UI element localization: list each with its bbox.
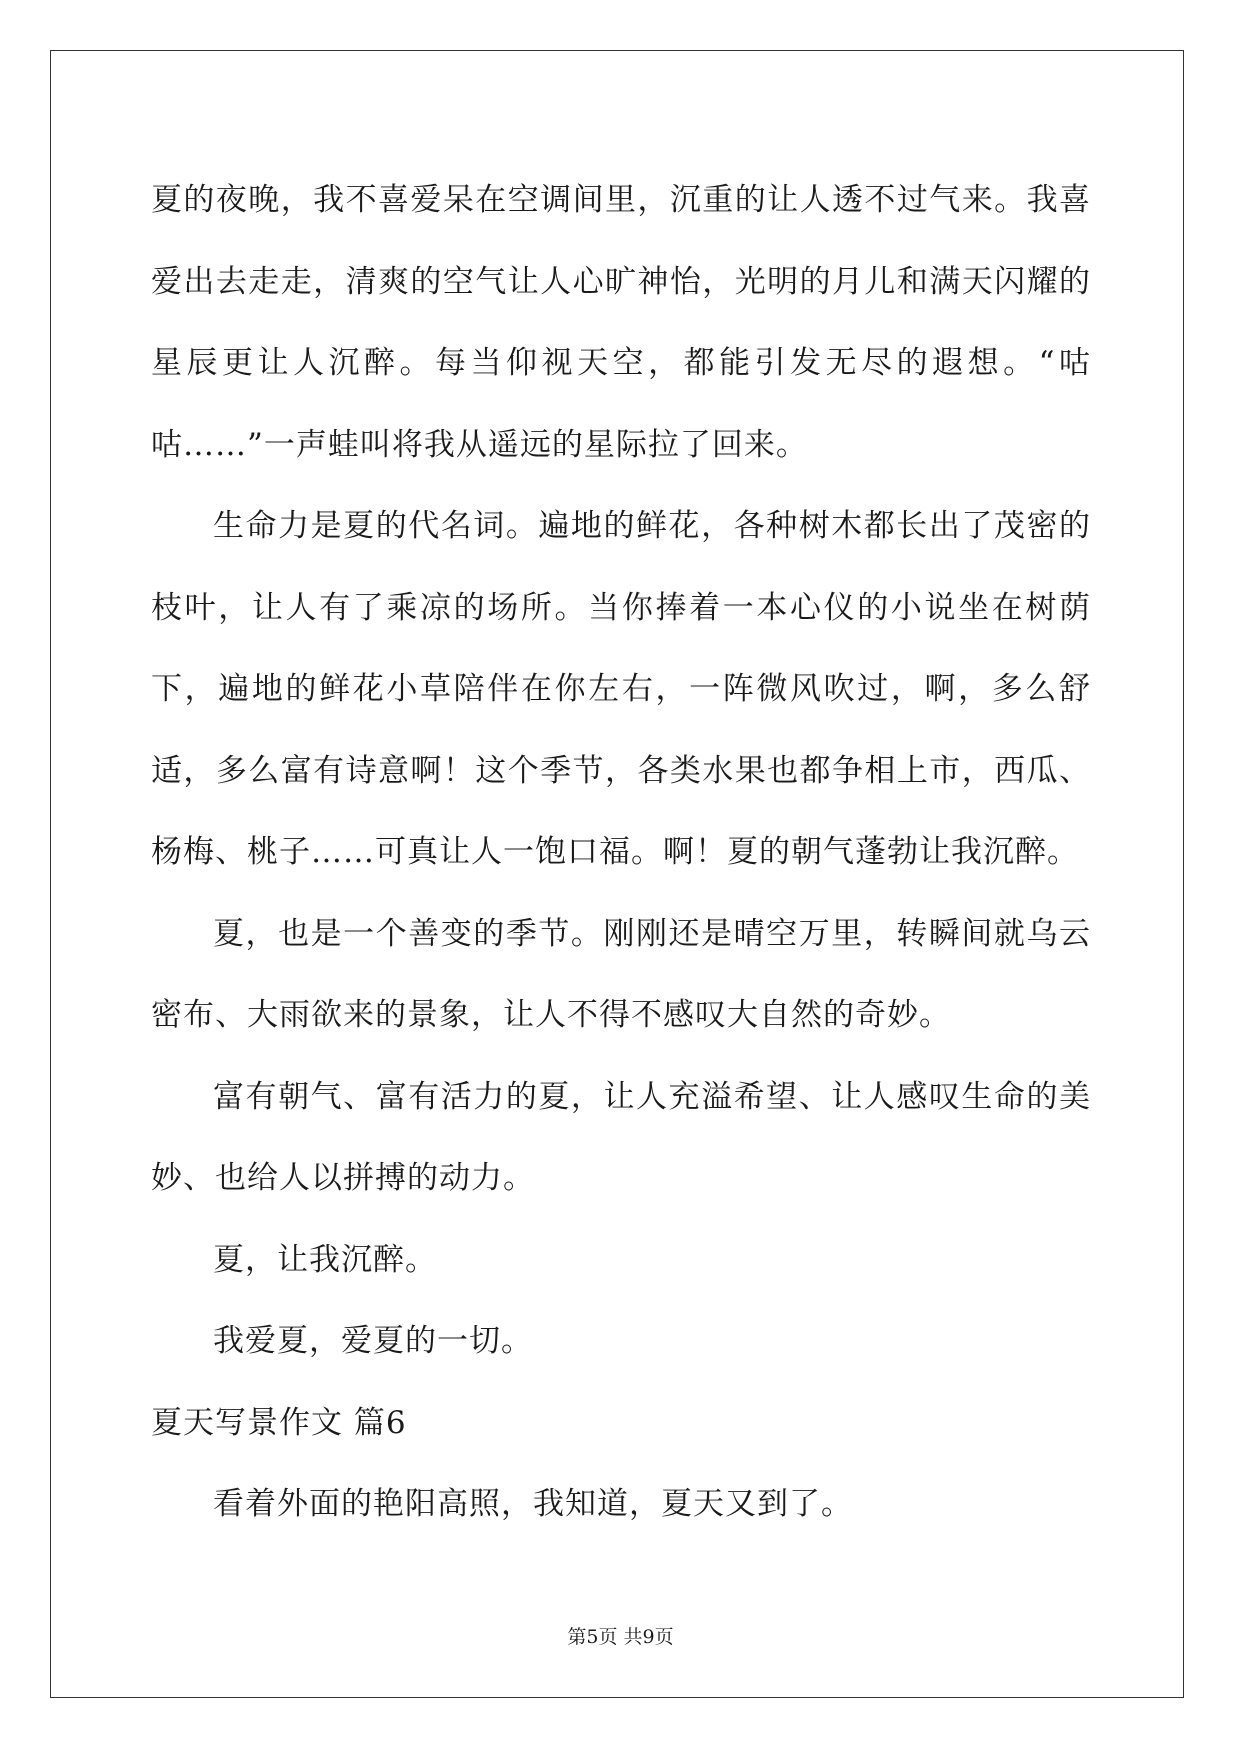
page-number-footer: 第5页 共9页 <box>567 1626 674 1648</box>
paragraph-summer-night: 夏的夜晚，我不喜爱呆在空调间里，沉重的让人透不过气来。我喜爱出去走走，清爽的空气让人心旷神怡，光明的月儿和满天闪耀的星辰更让人沉醉。每当仰视天空，都能引发无尽的遐想。“咕咕……”一声蛙叫将我从遥远的星际拉了回来。 <box>151 182 1091 463</box>
section-heading: 夏天写景作文 篇6 <box>151 1404 407 1441</box>
paragraph-changeable-season: 夏，也是一个善变的季节。刚刚还是晴空万里，转瞬间就乌云密布、大雨欲来的景象，让人不得不感叹大自然的奇妙。 <box>151 915 1091 1033</box>
document-body <box>151 160 1091 1546</box>
paragraph-sunshine: 看着外面的艳阳高照，我知道，夏天又到了。 <box>213 1486 853 1522</box>
paragraph-intoxicated: 夏，让我沉醉。 <box>213 1241 437 1278</box>
paragraph-love-summer: 我爱夏，爱夏的一切。 <box>213 1323 533 1359</box>
paragraph-energy: 富有朝气、富有活力的夏，让人充溢希望、让人感叹生命的美妙、也给人以拼搏的动力。 <box>151 1078 1091 1196</box>
paragraph-vitality: 生命力是夏的代名词。遍地的鲜花，各种树木都长出了茂密的枝叶，让人有了乘凉的场所。当你捧着一本心仪的小说坐在树荫下，遍地的鲜花小草陪伴在你左右，一阵微风吹过，啊，多么舒适，多么富有诗意啊！这个季节，各类水果也都争相上市，西瓜、杨梅、桃子……可真让人一饱口福。啊！夏的朝气蓬勃让我沉醉。 <box>151 508 1091 870</box>
